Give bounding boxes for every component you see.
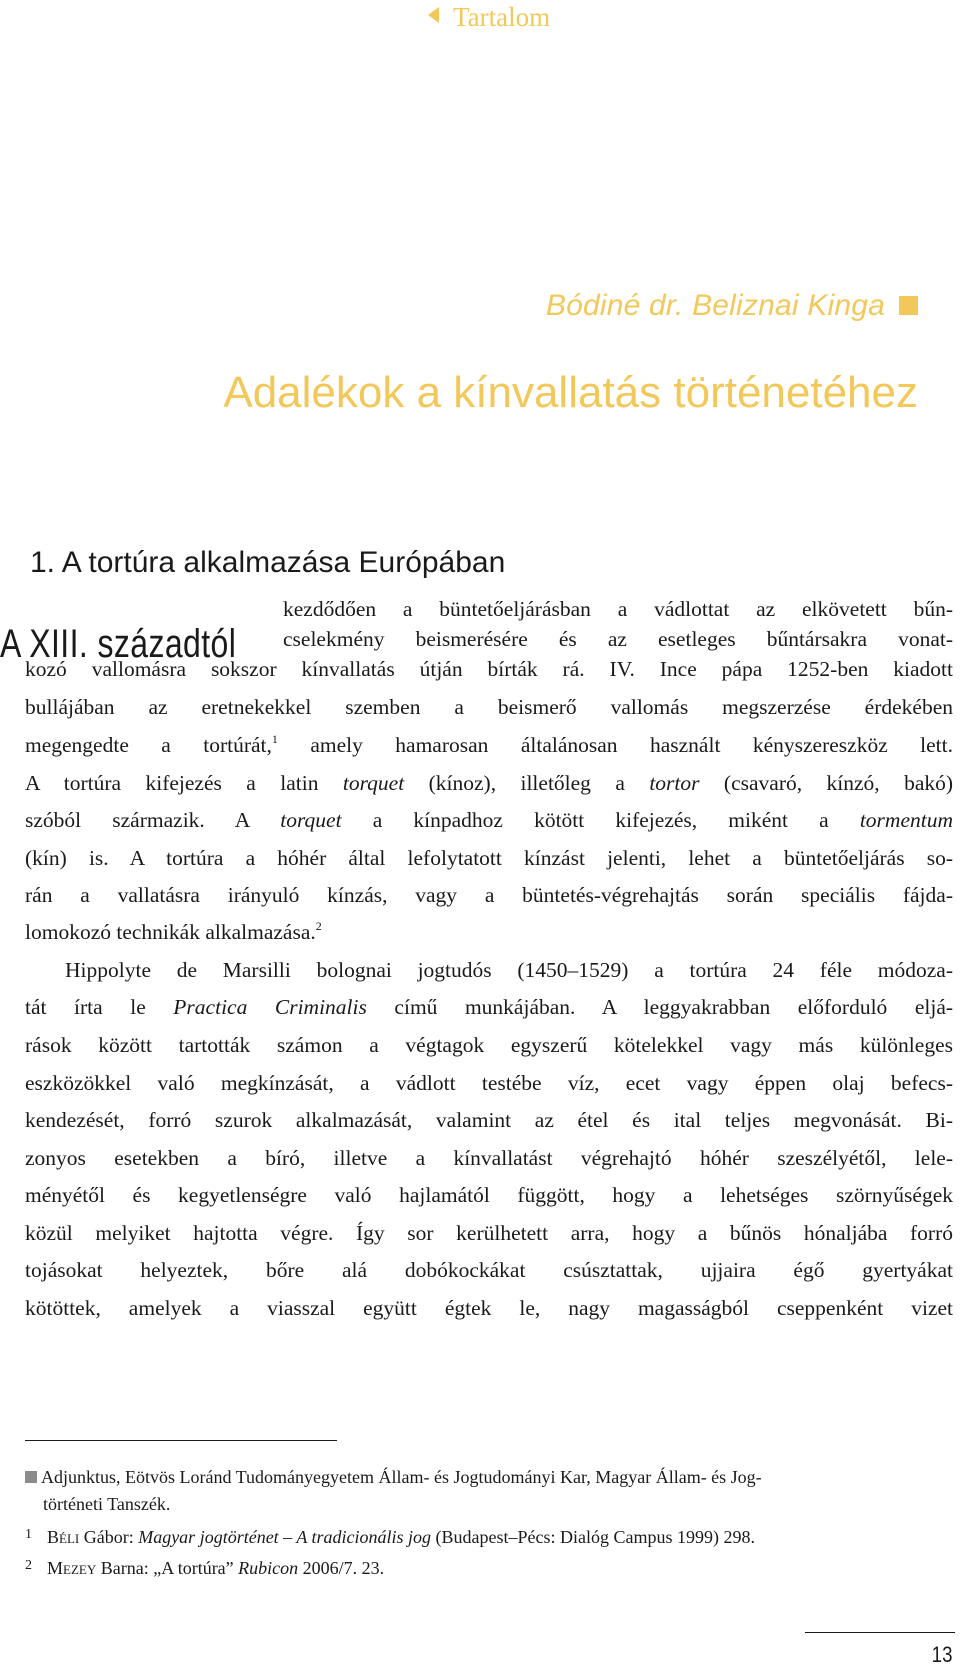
body-line: kendezését, forró szurok alkalmazását, valamint az étel és ital teljes megvonását. Bi- — [25, 1108, 953, 1132]
footnote-number: 2 — [25, 1558, 32, 1573]
text-run: Barna: „A tortúra” — [96, 1558, 239, 1578]
body-line: eszközökkel való megkínzását, a vádlott testébe víz, ecet vagy éppen olaj befecs- — [25, 1071, 953, 1095]
table-of-contents-link[interactable] — [428, 2, 550, 33]
text-run: a kínpadhoz kötött kifejezés, miként a — [372, 808, 829, 832]
body-line: bullájában az eretnekekkel szemben a beismerő vallomás megszerzése érdekében — [25, 695, 953, 719]
italic-term: Practica Criminalis — [173, 995, 367, 1019]
italic-term: torquet — [280, 808, 342, 832]
text-run: A tortúra kifejezés a latin — [25, 771, 319, 795]
work-title: Rubicon — [238, 1558, 299, 1578]
footnote-divider — [25, 1440, 337, 1441]
text-run: tát írta le — [25, 995, 146, 1019]
text-run: című munkájában. A leggyakrabban előforduló eljá- — [394, 995, 954, 1019]
page-number: 13 — [931, 1642, 952, 1667]
footnote-number: 1 — [25, 1527, 32, 1542]
body-line: rások között tartották számon a végtagok egyszerű kötelekkel vagy más különleges — [25, 1033, 953, 1057]
text-run: amely hamarosan általánosan használt kényszereszköz lett. — [310, 733, 953, 757]
body-line — [25, 993, 953, 1021]
body-line: közül melyiket hajtotta végre. Így sor kerülhetett arra, hogy a bűnös hónaljába forró — [25, 1221, 953, 1245]
section-heading: 1. A tortúra alkalmazása Európában — [30, 546, 506, 579]
body-line: kozó vallomásra sokszor kínvallatás útján bírták rá. IV. Ince pápa 1252-ben kiadott — [25, 657, 953, 681]
body-line — [25, 731, 953, 759]
author-surname: Béli — [47, 1527, 80, 1547]
author-text: Bódiné dr. Beliznai Kinga — [545, 289, 885, 322]
body-line — [25, 806, 953, 834]
dropcap-lead: A XIII. századtól — [0, 622, 237, 666]
nav-label: Tartalom — [453, 2, 551, 32]
text-run: szóból származik. A — [25, 808, 250, 832]
affiliation-note-cont: történeti Tanszék. — [43, 1494, 171, 1514]
body-line: rán a vallatásra irányuló kínzás, vagy a büntetés-végrehajtás során speciális fájda- — [25, 883, 953, 907]
page-number-divider — [805, 1632, 955, 1633]
body-line: tojásokat helyeztek, bőre alá dobókockákat csúsztattak, ujjaira égő gyertyákat — [25, 1258, 953, 1282]
body-line — [25, 918, 953, 946]
footnote-ref-1[interactable]: 1 — [271, 732, 278, 746]
text-run: (Budapest–Pécs: Dialóg Campus 1999) 298. — [431, 1527, 755, 1547]
square-bullet-icon — [25, 1471, 37, 1483]
affiliation-text: Adjunktus, Eötvös Loránd Tudományegyetem Állam- és Jogtudományi Kar, Magyar Állam- és Jog- — [41, 1467, 762, 1487]
square-bullet-icon — [899, 296, 918, 315]
text-run: megengedte a tortúrát, — [25, 733, 272, 757]
text-run: (kínoz), illetőleg a — [428, 771, 625, 795]
author-surname: Mezey — [47, 1558, 97, 1578]
body-line: Hippolyte de Marsilli bolognai jogtudós (1450–1529) a tortúra 24 féle módoza- — [65, 958, 953, 982]
body-line: cselekmény beismerésére és az esetleges bűntársakra vonat- — [283, 627, 953, 651]
text-run: (csavaró, kínzó, bakó) — [723, 771, 954, 795]
author-name — [546, 289, 918, 323]
body-line: zonyos esetekben a bíró, illetve a kínvallatást végrehajtó hóhér szeszélyétől, lele- — [25, 1146, 953, 1170]
work-title: Magyar jogtörténet – A tradicionális jog — [138, 1527, 432, 1547]
text-run: lomokozó technikák alkalmazása. — [25, 920, 316, 944]
body-line: kötöttek, amelyek a viasszal együtt égtek le, nagy magasságból cseppenként vizet — [25, 1296, 953, 1320]
italic-term: torquet — [342, 771, 405, 795]
body-line: (kín) is. A tortúra a hóhér által lefolytatott kínzást jelenti, lehet a büntetőeljárás so- — [25, 846, 953, 870]
footnote-2 — [25, 1555, 384, 1579]
footnote-ref-2[interactable]: 2 — [315, 919, 322, 933]
text-run: 2006/7. 23. — [298, 1558, 385, 1578]
body-line: kezdődően a büntetőeljárásban a vádlottat az elkövetett bűn- — [283, 597, 953, 621]
italic-term: tortor — [649, 771, 700, 795]
affiliation-note — [25, 1466, 762, 1488]
italic-term: tormentum — [859, 808, 953, 832]
text-run: Gábor: — [79, 1527, 139, 1547]
footnote-1 — [25, 1524, 755, 1548]
body-line: ményétől és kegyetlenségre való hajlamától függött, hogy a lehetséges szörnyűségek — [25, 1183, 953, 1207]
arrow-left-icon — [428, 7, 439, 23]
article-title: Adalékok a kínvallatás történetéhez — [223, 368, 918, 417]
body-line — [25, 769, 953, 797]
